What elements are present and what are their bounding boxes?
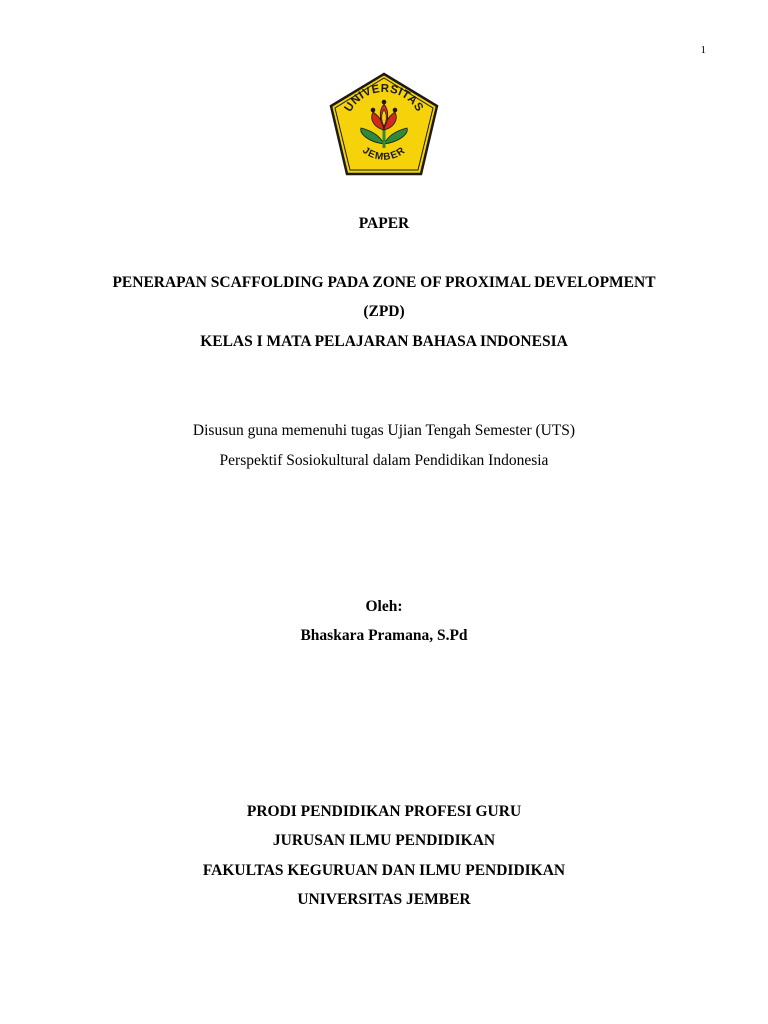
institution-faculty: FAKULTAS KEGURUAN DAN ILMU PENDIDIKAN (202, 862, 566, 879)
university-logo (329, 72, 439, 176)
purpose-line-1: Disusun guna memenuhi tugas Ujian Tengah Semester (UTS) (192, 422, 576, 439)
author-name: Bhaskara Pramana, S.Pd (300, 627, 468, 644)
page-number: 1 (700, 44, 706, 56)
author-label: Oleh: (365, 598, 403, 615)
institution-program: PRODI PENDIDIKAN PROFESI GURU (246, 803, 522, 820)
title-line-1: PENERAPAN SCAFFOLDING PADA ZONE OF PROXIMAL DEVELOPMENT (112, 274, 656, 291)
title-line-2: (ZPD) (363, 303, 405, 320)
purpose-line-2: Perspektif Sosiokultural dalam Pendidikan Indonesia (219, 452, 549, 469)
institution-university: UNIVERSITAS JEMBER (297, 891, 471, 908)
logo-top-text: UNIVERSITAS (342, 82, 426, 115)
institution-department: JURUSAN ILMU PENDIDIKAN (272, 832, 496, 849)
logo-bottom-text: JEMBER (360, 144, 408, 163)
title-line-3: KELAS I MATA PELAJARAN BAHASA INDONESIA (200, 333, 568, 350)
document-type: PAPER (358, 215, 410, 232)
